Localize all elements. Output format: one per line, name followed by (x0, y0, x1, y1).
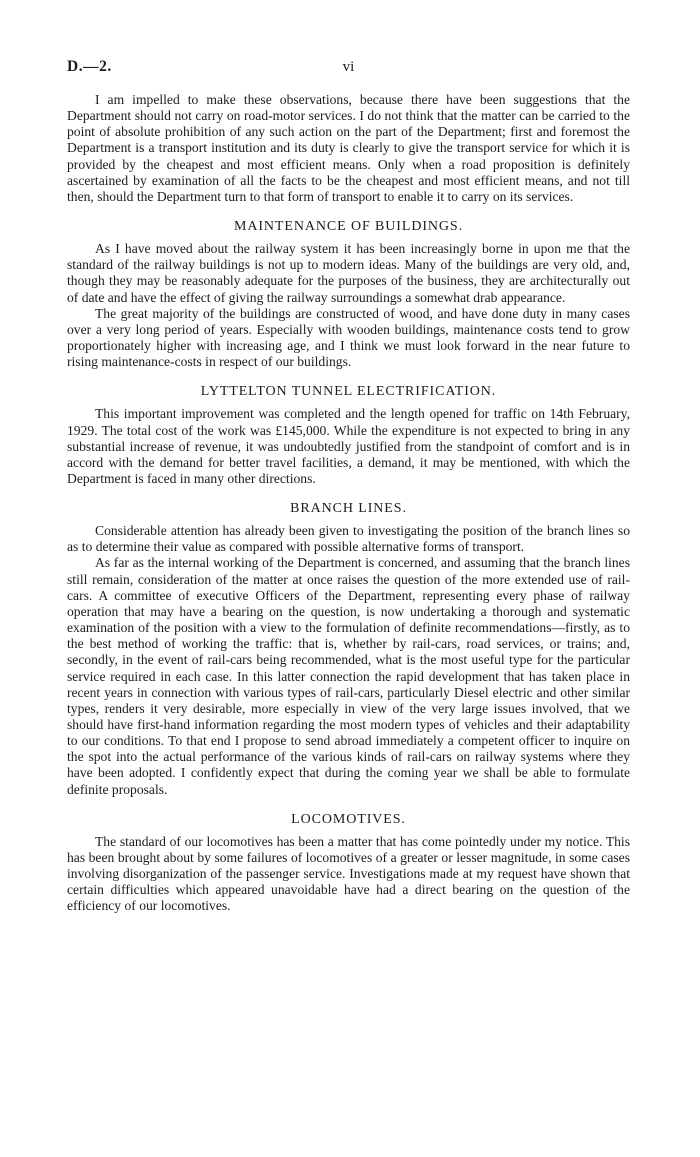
lyttelton-heading: LYTTELTON TUNNEL ELECTRIFICATION. (200, 384, 497, 400)
locomotives-heading: LOCOMOTIVES. (291, 811, 406, 827)
maintenance-heading: MAINTENANCE OF BUILDINGS. (234, 219, 463, 235)
document-reference: D.—2. (67, 58, 112, 75)
branch-lines-paragraph-1: Considerable attention has already been given to investigating the position of the branch lines so as to determine their value as compared with possible alternative forms of transport. (67, 523, 630, 555)
lyttelton-paragraph: This important improvement was completed and the length opened for traffic on 14th February, 1929. The total cost of the work was £145,000. While the expenditure is not expected to bring in any substantial increase of revenue, it was undoubtedly justified from the standpoint of comfort and is in accord with the demand for better travel facilities, a demand, it may be mentioned, with which the Department is faced in many other directions. (67, 406, 630, 486)
page-number: vi (342, 59, 355, 75)
branch-lines-heading: BRANCH LINES. (290, 501, 407, 517)
locomotives-paragraph: The standard of our locomotives has been a matter that has come pointedly under my notice. This has been brought about by some failures of locomotives of a greater or lesser magnitude, in some cases involving disorganization of the passenger service. Investigations made at my request have shown that certain difficulties which appeared unavoidable have had a direct bearing on the question of the efficiency of our locomotives. (67, 833, 630, 914)
document-body (67, 92, 630, 915)
intro-paragraph: I am impelled to make these observations, because there have been suggestions that the Department should not carry on road-motor services. I do not think that the matter can be carried to the point of absolute prohibition of any such action on the part of the Department; first and foremost the Department is a transport institution and its duty is clearly to give the transport service for which it is provided by the cheapest and most efficient means. Only when a road proposition is definitely ascertained by examination of all the facts to be the cheapest and most efficient means, and not till then, should the Department turn to that form of transport to enable it to carry on its services. (67, 92, 630, 204)
maintenance-paragraph-2: The great majority of the buildings are constructed of wood, and have done duty in many cases over a very long period of years. Especially with wooden buildings, maintenance costs tend to grow proportionately higher with increasing age, and I think we must look forward in the near future to rising maintenance-costs in respect of our buildings. (67, 305, 630, 370)
branch-lines-paragraph-2: As far as the internal working of the Department is concerned, and assuming that the branch lines still remain, consideration of the matter at once raises the question of the more extended use of rail-cars. A committee of executive Officers of the Department, representing every phase of railway operation that may have a bearing on the question, is now undertaking a thorough and systematic examination of the position with a view to the formulation of definite recommendations—firstly, as to the best method of working the traffic: that is, whether by rail-cars, road services, or trains; and, secondly, in the event of rail-cars being recommended, what is the most useful type for the particular service required in each case. In this latter connection the rapid development that has taken place in recent years in connection with various types of rail-cars, particularly Diesel electric and other similar types, renders it very desirable, more especially in view of the very large issues involved, that we should have first-hand information regarding the most modern types of vehicles and their adaptability to our conditions. To that end I propose to send abroad immediately a competent officer to inquire on the spot into the actual performance of the various kinds of rail-cars on railway systems where they have been adopted. I confidently expect that during the coming year we shall be able to formulate definite proposals. (67, 555, 630, 797)
maintenance-paragraph-1: As I have moved about the railway system it has been increasingly borne in upon me that the standard of the railway buildings is not up to modern ideas. Many of the buildings are very old, and, though they may be reasonably adequate for the purposes of the business, they are architecturally out of date and have the effect of giving the railway surroundings a somewhat drab appearance. (67, 241, 630, 305)
page-header (67, 58, 630, 80)
